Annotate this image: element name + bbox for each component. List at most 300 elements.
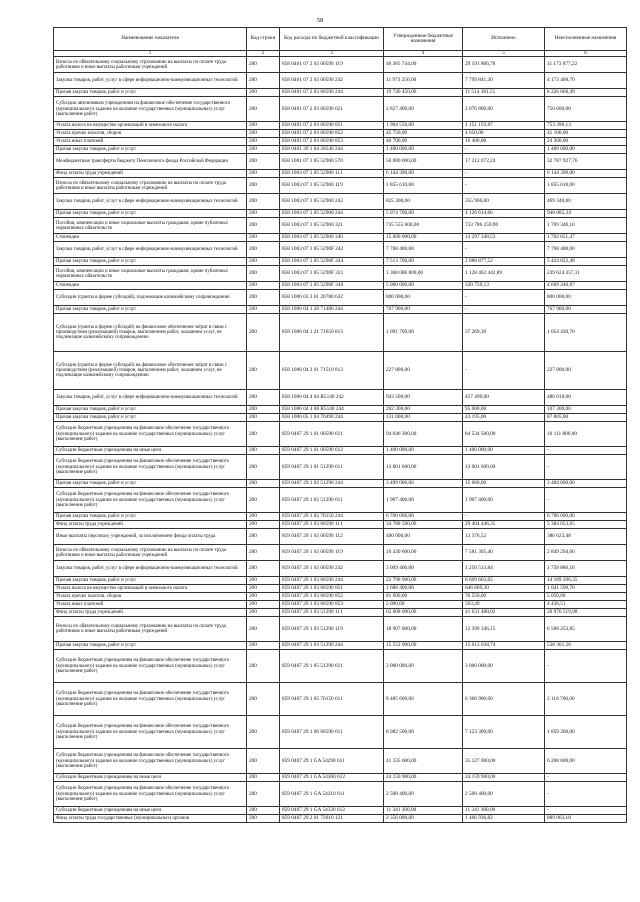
header-executed: Исполнено xyxy=(463,28,545,51)
row-classification-cell: 859 0407 29 1 03 00590 851 xyxy=(280,585,384,593)
row-executed-cell: 76 550,00 xyxy=(463,593,545,601)
row-line-code-cell: 200 xyxy=(247,617,280,642)
row-approved-cell: 6 700 000,00 xyxy=(384,513,463,521)
row-classification-cell: 859 0407 29 1 05 51290 611 xyxy=(280,650,384,683)
row-line-code-cell: 200 xyxy=(247,807,280,815)
table-row xyxy=(54,815,627,823)
row-approved-cell: 11 973 250,00 xyxy=(384,73,463,89)
row-classification-cell: 858 0401 07 2 03 00590 851 xyxy=(280,122,384,130)
row-classification-cell: 859 0407 29 1 01 00590 612 xyxy=(280,447,384,455)
row-name-cell: Фонд оплаты труда учреждений xyxy=(54,521,247,529)
row-name-cell: Субсидии бюджетным учреждениям на иные цели xyxy=(54,807,247,815)
row-executed-cell: - xyxy=(463,352,545,390)
row-line-code-cell: 200 xyxy=(247,146,280,154)
row-line-code-cell: 200 xyxy=(247,774,280,782)
table-body xyxy=(54,57,627,823)
row-approved-cell: 10 430 600,00 xyxy=(384,545,463,561)
row-approved-cell: 2 356 000,00 xyxy=(384,815,463,823)
row-executed-cell: 646 809,30 xyxy=(463,585,545,593)
row-executed-cell: - xyxy=(463,178,545,194)
table-row xyxy=(54,210,627,218)
row-executed-cell: 1 151 159,87 xyxy=(463,122,545,130)
row-line-code-cell: 200 xyxy=(247,749,280,774)
row-line-code-cell: 200 xyxy=(247,194,280,210)
row-classification-cell: 859 0407 29 1 GA 54300 612 xyxy=(280,774,384,782)
row-executed-cell: - xyxy=(463,146,545,154)
row-line-code-cell: 200 xyxy=(247,593,280,601)
row-unexecuted-cell: 1 758 886,16 xyxy=(545,561,627,577)
row-name-cell: Субсидии автономным учреждениям на финансовое обеспечение государственного (муниципального) задания на оказание государственных (муниципальных) услуг (выполнение работ) xyxy=(54,97,247,122)
row-unexecuted-cell: 1 859 200,00 xyxy=(545,716,627,749)
row-unexecuted-cell: 486 010,00 xyxy=(545,390,627,406)
row-line-code-cell: 200 xyxy=(247,585,280,593)
header-unexecuted: Неисполненные назначения xyxy=(545,28,627,51)
row-executed-cell: 24 159 900,00 xyxy=(463,774,545,782)
row-classification-cell: 858 1003 07 1 05 5290F 242 xyxy=(280,242,384,258)
table-row xyxy=(54,282,627,290)
row-classification-cell: 858 1006 05 1 04 70490 244 xyxy=(280,414,384,422)
row-executed-cell: 13 001 600,00 xyxy=(463,455,545,480)
row-unexecuted-cell: 1 400 000,00 xyxy=(545,146,627,154)
row-line-code-cell: 200 xyxy=(247,170,280,178)
row-classification-cell: 859 0407 29 1 01 00590 611 xyxy=(280,422,384,447)
row-classification-cell: 859 0407 29 1 02 70150 244 xyxy=(280,513,384,521)
row-executed-cell: 6 366 900,00 xyxy=(463,683,545,716)
row-line-code-cell: 200 xyxy=(247,815,280,823)
table-row xyxy=(54,146,627,154)
row-classification-cell: 859 0407 29 1 06 00590 611 xyxy=(280,716,384,749)
row-classification-cell: 858 1003 07 1 05 52900 242 xyxy=(280,194,384,210)
row-executed-cell: - xyxy=(463,513,545,521)
table-row xyxy=(54,154,627,170)
row-name-cell: Уплата прочих налогов, сборов xyxy=(54,593,247,601)
row-name-cell: Взносы по обязательному социальному страхованию на выплаты по оплате труда работников и иные выплаты работникам учреждений xyxy=(54,617,247,642)
row-line-code-cell: 200 xyxy=(247,390,280,406)
row-unexecuted-cell: 1 702 651,47 xyxy=(545,234,627,242)
row-name-cell: Стипендии xyxy=(54,282,247,290)
row-line-code-cell: 200 xyxy=(247,406,280,414)
table-row xyxy=(54,683,627,716)
table-row xyxy=(54,306,627,314)
header-classification: Код расхода по бюджетной классификации xyxy=(280,28,384,51)
row-classification-cell: 859 0407 29 1 03 00590 853 xyxy=(280,601,384,609)
row-approved-cell: 767 900,00 xyxy=(384,306,463,314)
table-row xyxy=(54,178,627,194)
row-approved-cell: 3 009 400,00 xyxy=(384,561,463,577)
row-classification-cell: 858 1003 07 1 05 52900 340 xyxy=(280,234,384,242)
row-name-cell: Стипендии xyxy=(54,234,247,242)
row-classification-cell: 859 0407 29 1 03 00590 852 xyxy=(280,593,384,601)
row-classification-cell: 859 0407 29 1 02 51290 244 xyxy=(280,480,384,488)
row-executed-cell: 95 000,00 xyxy=(463,406,545,414)
row-line-code-cell: 200 xyxy=(247,521,280,529)
row-approved-cell: 24 159 900,00 xyxy=(384,774,463,782)
row-approved-cell: 131 000,00 xyxy=(384,414,463,422)
row-line-code-cell: 200 xyxy=(247,642,280,650)
row-approved-cell: 45 750,00 xyxy=(384,130,463,138)
table-row xyxy=(54,617,627,642)
column-number: 1 xyxy=(54,51,247,57)
row-name-cell: Прочая закупка товаров, работ и услуг xyxy=(54,89,247,97)
row-approved-cell: 40 365 744,00 xyxy=(384,57,463,73)
row-approved-cell: 15 000 000,00 xyxy=(384,234,463,242)
row-name-cell: Закупка товаров, работ, услуг в сфере информационно-коммуникационных технологий xyxy=(54,73,247,89)
table-row xyxy=(54,447,627,455)
row-executed-cell: 43 195,00 xyxy=(463,414,545,422)
table-row xyxy=(54,480,627,488)
row-approved-cell: 1 400 000,00 xyxy=(384,146,463,154)
row-unexecuted-cell: 227 800,00 xyxy=(545,352,627,390)
row-executed-cell: - xyxy=(463,306,545,314)
row-unexecuted-cell: - xyxy=(545,488,627,513)
row-executed-cell: 4 650,00 xyxy=(463,130,545,138)
row-classification-cell: 858 0401 07 2 03 00590 621 xyxy=(280,97,384,122)
row-name-cell: Прочая закупка товаров, работ и услуг xyxy=(54,306,247,314)
row-classification-cell: 858 1006 04 1 21 71650 813 xyxy=(280,314,384,352)
row-name-cell: Фонд оплаты труда государственных (муниципальных) органов xyxy=(54,815,247,823)
row-classification-cell: 859 0407 29 1 03 00590 119 xyxy=(280,545,384,561)
row-classification-cell: 858 1003 07 1 05 5290F 340 xyxy=(280,282,384,290)
row-classification-cell: 859 0407 29 1 GA 54310 611 xyxy=(280,782,384,807)
column-number: 6 xyxy=(545,51,627,57)
row-name-cell: Субсидии бюджетным учреждениям на финансовое обеспечение государственного (муниципального) задания на оказание государственных (муниципальных) услуг (выполнение работ) xyxy=(54,650,247,683)
row-executed-cell: 1 250 513,84 xyxy=(463,561,545,577)
row-classification-cell: 858 0401 07 2 03 00590 852 xyxy=(280,130,384,138)
row-executed-cell: 7 581 305,40 xyxy=(463,545,545,561)
row-line-code-cell: 200 xyxy=(247,218,280,234)
row-line-code-cell: 200 xyxy=(247,57,280,73)
row-name-cell: Прочая закупка товаров, работ и услуг xyxy=(54,210,247,218)
table-row xyxy=(54,290,627,306)
row-unexecuted-cell: 7 768 400,00 xyxy=(545,242,627,258)
row-approved-cell: 6 144 390,00 xyxy=(384,170,463,178)
row-unexecuted-cell: 948 085,34 xyxy=(545,210,627,218)
row-approved-cell: 19 740 450,00 xyxy=(384,89,463,97)
row-executed-cell: 3 000 000,00 xyxy=(463,650,545,683)
row-executed-cell: 2 508 400,00 xyxy=(463,782,545,807)
row-line-code-cell: 200 xyxy=(247,258,280,266)
row-unexecuted-cell: - xyxy=(545,807,627,815)
row-unexecuted-cell: 87 805,00 xyxy=(545,414,627,422)
row-unexecuted-cell: 10 111 800,00 xyxy=(545,422,627,447)
row-unexecuted-cell: 32 787 927,76 xyxy=(545,154,627,170)
row-unexecuted-cell: 4 173 408,70 xyxy=(545,73,627,89)
row-executed-cell: 29 191 866,78 xyxy=(463,57,545,73)
row-approved-cell: 1 904 550,00 xyxy=(384,122,463,130)
table-row xyxy=(54,513,627,521)
row-executed-cell: 733 786 259,90 xyxy=(463,218,545,234)
row-name-cell: Уплата иных платежей xyxy=(54,138,247,146)
row-approved-cell: 202 300,00 xyxy=(384,406,463,414)
table-row xyxy=(54,782,627,807)
row-line-code-cell: 200 xyxy=(247,782,280,807)
table-row xyxy=(54,57,627,73)
row-unexecuted-cell: - xyxy=(545,455,627,480)
row-executed-cell: 13 297 348,53 xyxy=(463,234,545,242)
row-name-cell: Субсидии (гранты в форме субсидий), подлежащие казначейскому сопровождению xyxy=(54,290,247,306)
row-line-code-cell: 200 xyxy=(247,577,280,585)
row-line-code-cell: 200 xyxy=(247,447,280,455)
row-line-code-cell: 200 xyxy=(247,650,280,683)
row-classification-cell: 859 0407 29 1 GA 54320 612 xyxy=(280,807,384,815)
row-line-code-cell: 200 xyxy=(247,234,280,242)
row-line-code-cell: 200 xyxy=(247,282,280,290)
row-executed-cell: - xyxy=(463,242,545,258)
row-line-code-cell: 200 xyxy=(247,210,280,218)
row-executed-cell: 29 404 446,35 xyxy=(463,521,545,529)
row-unexecuted-cell: 538 361,26 xyxy=(545,642,627,650)
row-line-code-cell: 200 xyxy=(247,480,280,488)
row-name-cell: Субсидии бюджетным учреждениям на финансовое обеспечение государственного (муниципального) задания на оказание государственных (муниципальных) услуг (выполнение работ) xyxy=(54,716,247,749)
row-executed-cell: 2 088 877,52 xyxy=(463,258,545,266)
row-unexecuted-cell: 24 300,00 xyxy=(545,138,627,146)
row-executed-cell: 13 376,52 xyxy=(463,529,545,545)
row-name-cell: Прочая закупка товаров, работ и услуг xyxy=(54,146,247,154)
row-unexecuted-cell: - xyxy=(545,447,627,455)
header-approved: Утвержденные бюджетные назначения xyxy=(384,28,463,51)
table-row xyxy=(54,352,627,390)
table-row xyxy=(54,258,627,266)
row-name-cell: Субсидии (гранты в форме субсидий) на финансовое обеспечение затрат в связи с производством (реализацией) товаров, выполнением работ, оказанием услуг, не подлежащие казначейскому сопровождению xyxy=(54,314,247,352)
row-unexecuted-cell: 4 669 240,87 xyxy=(545,282,627,290)
column-number: 3 xyxy=(280,51,384,57)
table-row xyxy=(54,545,627,561)
row-executed-cell: - xyxy=(463,290,545,306)
row-line-code-cell: 200 xyxy=(247,178,280,194)
row-line-code-cell: 200 xyxy=(247,73,280,89)
row-executed-cell: 7 123 300,00 xyxy=(463,716,545,749)
row-classification-cell: 858 0401 39 1 04 20540 244 xyxy=(280,146,384,154)
row-unexecuted-cell: 4 436,51 xyxy=(545,601,627,609)
row-approved-cell: 94 646 300,00 xyxy=(384,422,463,447)
row-classification-cell: 858 1006 04 4 04 R5140 242 xyxy=(280,390,384,406)
row-approved-cell: 1 091 700,00 xyxy=(384,314,463,352)
row-name-cell: Субсидии бюджетным учреждениям на финансовое обеспечение государственного (муниципального) задания на оказание государственных (муниципальных) услуг (выполнение работ) xyxy=(54,749,247,774)
row-name-cell: Прочая закупка товаров, работ и услуг xyxy=(54,480,247,488)
row-name-cell: Взносы по обязательному социальному страхованию на выплаты по оплате труда работников и иные выплаты работникам учреждений xyxy=(54,178,247,194)
row-name-cell: Фонд оплаты труда учреждений xyxy=(54,170,247,178)
row-approved-cell: 3 000 000,00 xyxy=(384,650,463,683)
row-unexecuted-cell: 889 063,18 xyxy=(545,815,627,823)
row-approved-cell: 5 000 000,00 xyxy=(384,282,463,290)
row-unexecuted-cell: 6 700 000,00 xyxy=(545,513,627,521)
row-approved-cell: 1 688 400,00 xyxy=(384,585,463,593)
row-line-code-cell: 200 xyxy=(247,545,280,561)
row-name-cell: Прочая закупка товаров, работ и услуг xyxy=(54,406,247,414)
row-executed-cell: 457 490,00 xyxy=(463,390,545,406)
row-unexecuted-cell: 14 189 296,35 xyxy=(545,577,627,585)
row-name-cell: Субсидии бюджетным учреждениям на финансовое обеспечение государственного (муниципального) задания на оказание государственных (муниципальных) услуг (выполнение работ) xyxy=(54,455,247,480)
row-unexecuted-cell: 8 226 068,49 xyxy=(545,89,627,97)
row-line-code-cell: 200 xyxy=(247,455,280,480)
row-approved-cell: 1 400 000,00 xyxy=(384,447,463,455)
table-row xyxy=(54,390,627,406)
table-row xyxy=(54,807,627,815)
row-classification-cell: 859 0407 29 2 01 72010 121 xyxy=(280,815,384,823)
row-classification-cell: 858 1003 07 1 05 5290F 321 xyxy=(280,266,384,282)
row-unexecuted-cell: 5 424 822,48 xyxy=(545,258,627,266)
row-name-cell: Прочая закупка товаров, работ и услуг xyxy=(54,414,247,422)
row-classification-cell: 859 0407 29 1 03 00590 111 xyxy=(280,521,384,529)
row-executed-cell: 16 400,00 xyxy=(463,138,545,146)
row-executed-cell: 4 126 614,66 xyxy=(463,210,545,218)
row-name-cell: Уплата налога на имущество организаций и земельного налога xyxy=(54,585,247,593)
table-row xyxy=(54,406,627,414)
row-executed-cell: 2 076 800,00 xyxy=(463,97,545,122)
row-line-code-cell: 200 xyxy=(247,242,280,258)
row-line-code-cell: 200 xyxy=(247,306,280,314)
row-executed-cell: 7 799 841,30 xyxy=(463,73,545,89)
row-unexecuted-cell: - xyxy=(545,782,627,807)
row-approved-cell: 8 485 600,00 xyxy=(384,683,463,716)
row-name-cell: Взносы по обязательному социальному страхованию на выплаты по оплате труда работников и иные выплаты работникам учреждений xyxy=(54,545,247,561)
row-classification-cell: 858 1001 07 1 05 52900 570 xyxy=(280,154,384,170)
row-approved-cell: 41 335 600,00 xyxy=(384,749,463,774)
row-unexecuted-cell: 20 976 519,98 xyxy=(545,609,627,617)
row-name-cell: Межбюджетные трансферты бюджету Пенсионного фонда Российской Федерации xyxy=(54,154,247,170)
row-unexecuted-cell: 753 390,13 xyxy=(545,122,627,130)
row-line-code-cell: 200 xyxy=(247,488,280,513)
table-row xyxy=(54,138,627,146)
header-name: Наименование показателя xyxy=(54,28,247,51)
row-executed-cell: 84 534 500,00 xyxy=(463,422,545,447)
row-unexecuted-cell: - xyxy=(545,774,627,782)
row-approved-cell: 8 982 500,00 xyxy=(384,716,463,749)
row-approved-cell: 18 907 600,00 xyxy=(384,617,463,642)
row-executed-cell: 15 000,00 xyxy=(463,480,545,488)
row-executed-cell: 330 759,13 xyxy=(463,282,545,290)
row-approved-cell: 400 000,00 xyxy=(384,529,463,545)
row-name-cell: Прочая закупка товаров, работ и услуг xyxy=(54,258,247,266)
row-approved-cell: 22 798 900,00 xyxy=(384,577,463,585)
table-row xyxy=(54,593,627,601)
row-line-code-cell: 200 xyxy=(247,422,280,447)
row-approved-cell: 1 907 400,00 xyxy=(384,488,463,513)
row-classification-cell: 859 0407 29 1 GA 54290 611 xyxy=(280,749,384,774)
row-unexecuted-cell: 2 849 294,60 xyxy=(545,545,627,561)
row-classification-cell: 859 0407 29 1 03 00590 112 xyxy=(280,529,384,545)
row-name-cell: Прочая закупка товаров, работ и услуг xyxy=(54,642,247,650)
table-row xyxy=(54,234,627,242)
row-classification-cell: 859 0407 29 1 01 51290 611 xyxy=(280,455,384,480)
table-row xyxy=(54,601,627,609)
row-name-cell: Субсидии бюджетным учреждениям на финансовое обеспечение государственного (муниципального) задания на оказание государственных (муниципальных) услуг (выполнение работ) xyxy=(54,782,247,807)
row-unexecuted-cell: 469 340,00 xyxy=(545,194,627,210)
table-row xyxy=(54,749,627,774)
row-classification-cell: 858 1006 04 1 20 71480 244 xyxy=(280,306,384,314)
row-approved-cell: 62 608 000,00 xyxy=(384,609,463,617)
row-executed-cell: 41 631 480,02 xyxy=(463,609,545,617)
row-line-code-cell: 200 xyxy=(247,513,280,521)
row-unexecuted-cell: - xyxy=(545,650,627,683)
row-unexecuted-cell: 2 118 700,00 xyxy=(545,683,627,716)
row-approved-cell: 81 600,00 xyxy=(384,593,463,601)
row-unexecuted-cell: 41 100,00 xyxy=(545,130,627,138)
table-row xyxy=(54,650,627,683)
header-line-code: Код строки xyxy=(247,28,280,51)
row-classification-cell: 859 0407 29 1 03 00590 244 xyxy=(280,577,384,585)
row-approved-cell: 825 300,00 xyxy=(384,194,463,210)
row-approved-cell: 5 000,00 xyxy=(384,601,463,609)
row-line-code-cell: 200 xyxy=(247,529,280,545)
table-header-row xyxy=(54,28,627,51)
row-name-cell: Закупка товаров, работ, услуг в сфере информационно-коммуникационных технологий xyxy=(54,242,247,258)
row-classification-cell: 858 0401 07 2 03 00590 119 xyxy=(280,57,384,73)
row-executed-cell: 563,49 xyxy=(463,601,545,609)
table-row xyxy=(54,521,627,529)
row-executed-cell: 17 212 072,24 xyxy=(463,154,545,170)
row-line-code-cell: 200 xyxy=(247,97,280,122)
row-unexecuted-cell: 1 041 590,70 xyxy=(545,585,627,593)
row-unexecuted-cell: 11 173 877,22 xyxy=(545,57,627,73)
row-executed-cell: 12 399 346,15 xyxy=(463,617,545,642)
row-approved-cell: 2 508 400,00 xyxy=(384,782,463,807)
row-name-cell: Закупка товаров, работ, услуг в сфере информационно-коммуникационных технологий xyxy=(54,390,247,406)
row-name-cell: Закупка товаров, работ, услуг в сфере информационно-коммуникационных технологий xyxy=(54,561,247,577)
table-row xyxy=(54,194,627,210)
row-classification-cell: 858 1006 04 3 01 71510 813 xyxy=(280,352,384,390)
budget-execution-table xyxy=(53,27,627,823)
row-classification-cell: 858 0401 07 2 03 00590 242 xyxy=(280,73,384,89)
table-row xyxy=(54,97,627,122)
table-row xyxy=(54,242,627,258)
row-unexecuted-cell: 6 144 390,00 xyxy=(545,170,627,178)
row-name-cell: Взносы по обязательному социальному страхованию на выплаты по оплате труда работников и иные выплаты работникам учреждений xyxy=(54,57,247,73)
row-unexecuted-cell: 386 623,48 xyxy=(545,529,627,545)
table-row xyxy=(54,585,627,593)
row-executed-cell: 15 013 638,74 xyxy=(463,642,545,650)
table-row xyxy=(54,609,627,617)
table-row xyxy=(54,218,627,234)
row-name-cell: Уплата налога на имущество организаций и земельного налога xyxy=(54,122,247,130)
table-row xyxy=(54,642,627,650)
row-unexecuted-cell: 5 384 053,65 xyxy=(545,521,627,529)
row-approved-cell: 11 341 300,00 xyxy=(384,807,463,815)
row-executed-cell: 1 907 400,00 xyxy=(463,488,545,513)
row-classification-cell: 859 0407 29 1 03 51290 111 xyxy=(280,609,384,617)
row-executed-cell: 8 609 603,65 xyxy=(463,577,545,585)
table-row xyxy=(54,561,627,577)
row-classification-cell: 858 1003 07 1 05 5290F 244 xyxy=(280,258,384,266)
row-executed-cell: 1 466 936,82 xyxy=(463,815,545,823)
row-classification-cell: 858 0401 07 2 03 00590 244 xyxy=(280,89,384,97)
row-line-code-cell: 200 xyxy=(247,154,280,170)
table-row xyxy=(54,529,627,545)
row-name-cell: Субсидии бюджетным учреждениям на иные цели xyxy=(54,447,247,455)
row-approved-cell: 2 827 400,00 xyxy=(384,97,463,122)
row-approved-cell: 5 074 700,00 xyxy=(384,210,463,218)
row-line-code-cell: 200 xyxy=(247,130,280,138)
row-name-cell: Субсидии бюджетным учреждениям на финансовое обеспечение государственного (муниципального) задания на оказание государственных (муниципальных) услуг (выполнение работ) xyxy=(54,488,247,513)
page-number: 58 xyxy=(316,17,324,24)
row-name-cell: Субсидии бюджетным учреждениям на финансовое обеспечение государственного (муниципального) задания на оказание государственных (муниципальных) услуг (выполнение работ) xyxy=(54,422,247,447)
table-row xyxy=(54,774,627,782)
row-classification-cell: 858 1003 07 1 05 52900 321 xyxy=(280,218,384,234)
row-unexecuted-cell: 6 208 600,00 xyxy=(545,749,627,774)
row-line-code-cell: 200 xyxy=(247,314,280,352)
row-approved-cell: 3 499 000,00 xyxy=(384,480,463,488)
row-line-code-cell: 200 xyxy=(247,609,280,617)
row-line-code-cell: 200 xyxy=(247,122,280,130)
row-classification-cell: 859 0407 29 1 03 51290 119 xyxy=(280,617,384,642)
row-name-cell: Уплата иных платежей xyxy=(54,601,247,609)
row-line-code-cell: 200 xyxy=(247,138,280,146)
row-approved-cell: 227 800,00 xyxy=(384,352,463,390)
row-name-cell: Пособия, компенсации и иные социальные выплаты гражданам, кроме публичных нормативных обязательств xyxy=(54,266,247,282)
table-row xyxy=(54,130,627,138)
row-unexecuted-cell: 6 508 253,85 xyxy=(545,617,627,642)
row-executed-cell: 11 514 381,51 xyxy=(463,89,545,97)
